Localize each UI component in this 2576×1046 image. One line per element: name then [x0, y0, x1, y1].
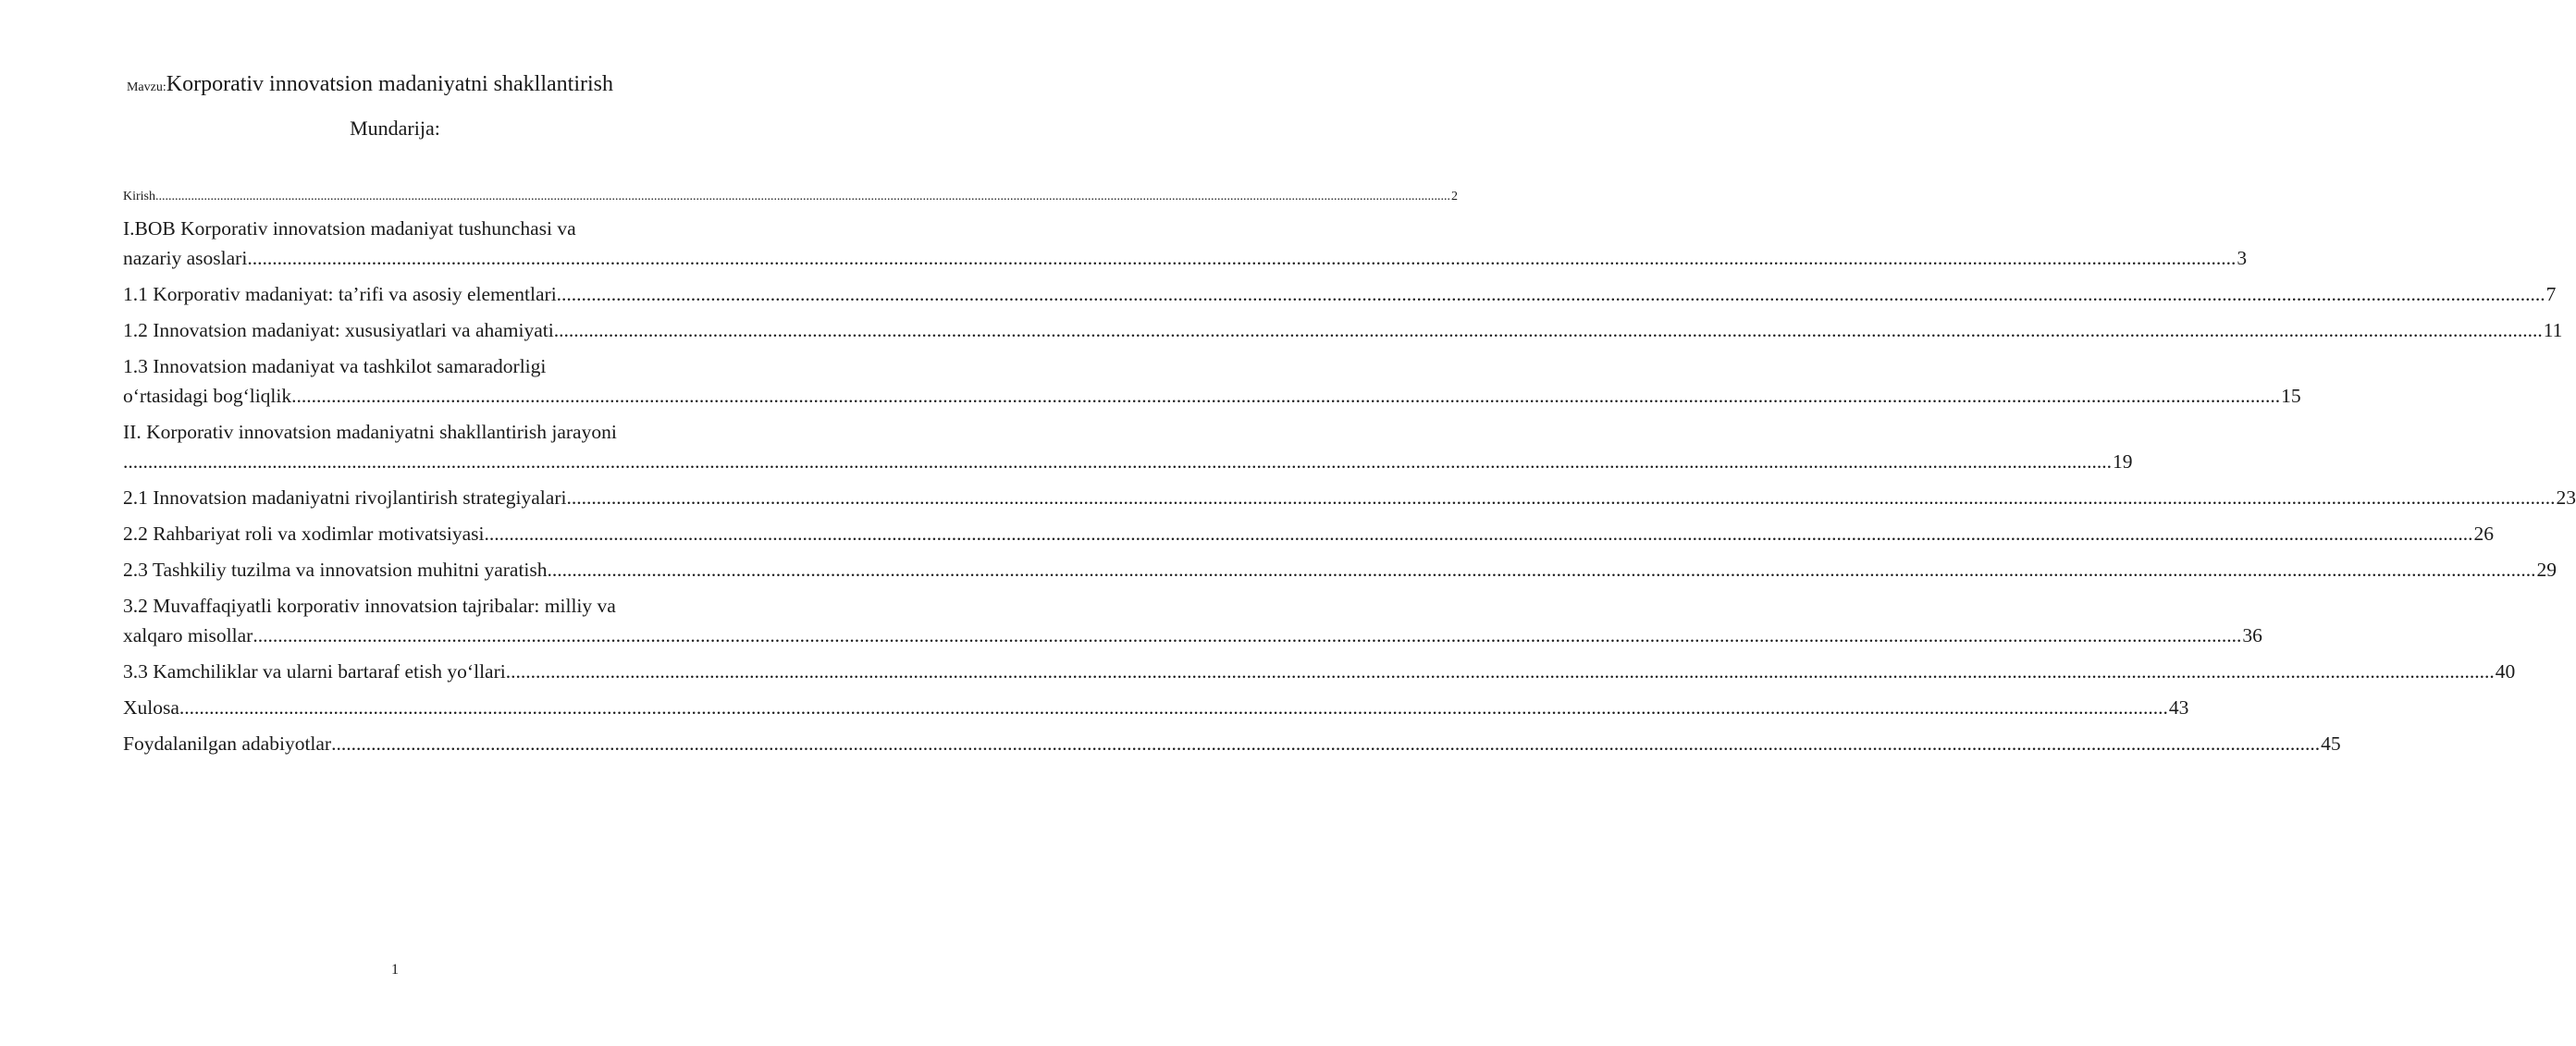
toc-entry-label: 2.1 Innovatsion madaniyatni rivojlantirish strategiyalari: [123, 486, 567, 509]
topic-text: Korporativ innovatsion madaniyatni shakllantirish: [166, 72, 613, 96]
toc-page-number: 45: [2321, 732, 2341, 755]
toc-entry-leader-line: [123, 447, 2133, 476]
toc-entry-leader-line: [123, 483, 2576, 512]
toc-entry-text-line: 3.2 Muvaffaqiyatli korporativ innovatsion tajribalar: milliy va: [123, 595, 616, 617]
page-number: 1: [391, 962, 399, 978]
dot-leader: ................................................................................................................................................................................................................................................................................................................................................................................................................: [556, 283, 2545, 305]
toc-page-number: 19: [2113, 450, 2133, 473]
toc-entry: [123, 519, 2495, 548]
toc-entry-label: 2.3 Tashkiliy tuzilma va innovatsion muhitni yaratish: [123, 559, 548, 581]
toc-page-number: 15: [2281, 385, 2301, 407]
toc-entry: [123, 214, 2248, 273]
dot-leader: ................................................................................................................................................................................................................................................................................................................................................................................................................: [253, 624, 2242, 646]
toc-entry-leader-line: [123, 621, 2262, 650]
toc-entry: [123, 417, 2133, 476]
toc-heading: Mundarija:: [350, 117, 440, 140]
topic-title: [0, 72, 740, 97]
table-of-contents: [123, 188, 2576, 765]
toc-entry-leader-line: [123, 279, 2557, 309]
toc-entry: [123, 729, 2341, 758]
toc-entry-label: nazariy asoslari: [123, 247, 248, 269]
toc-page-number: 43: [2168, 696, 2189, 719]
dot-leader: ................................................................................................................................................................................................................................................................................................................................................................................................................: [179, 696, 2168, 719]
toc-entry-leader-line: [123, 381, 2301, 411]
toc-entry-label: Kirish: [123, 190, 155, 203]
toc-page-number: 40: [2495, 660, 2516, 683]
toc-entry: [123, 555, 2558, 585]
toc-entry: [123, 279, 2557, 309]
toc-entry-label: 3.3 Kamchiliklar va ularni bartaraf etish yo‘llari: [123, 660, 506, 683]
dot-leader: ................................................................................................................................................................................................................................................................................................................................................................................................................: [505, 660, 2495, 683]
toc-entry: [123, 315, 2563, 345]
dot-leader: ................................................................................................................................................................................................................................................................................................................................................................................................................: [566, 486, 2556, 509]
toc-entry: [123, 693, 2189, 722]
toc-entry-leader-line: [123, 315, 2563, 345]
toc-page-number: 3: [2237, 247, 2248, 269]
toc-entry-label: 1.2 Innovatsion madaniyat: xususiyatlari va ahamiyati: [123, 319, 554, 341]
toc-page-number: 36: [2242, 624, 2262, 646]
toc-entry-leader-line: [123, 657, 2516, 686]
toc-entry-leader-line: [123, 729, 2341, 758]
toc-page-number: 7: [2545, 283, 2557, 305]
dot-leader: ................................................................................................................................................................................................................................................................................................................................................................................................................: [291, 385, 2281, 407]
toc-page-number: 29: [2536, 559, 2558, 581]
toc-entry-label: o‘rtasidagi bog‘liqlik: [123, 385, 292, 407]
toc-entry-text-line: II. Korporativ innovatsion madaniyatni shakllantirish jarayoni: [123, 421, 617, 443]
toc-entry-leader-line: [123, 693, 2189, 722]
toc-entry-label: Xulosa: [123, 696, 179, 719]
toc-page-number: 11: [2543, 319, 2563, 341]
dot-leader: ................................................................................................................................................................................................................................................................................................................................................................................................................: [331, 732, 2321, 755]
toc-entry-label: xalqaro misollar: [123, 624, 253, 646]
toc-entry: [123, 657, 2516, 686]
toc-entry-text-line: I.BOB Korporativ innovatsion madaniyat tushunchasi va: [123, 217, 576, 240]
toc-entry-label: 1.1 Korporativ madaniyat: ta’rifi va asosiy elementlari: [123, 283, 557, 305]
mavzu-label: Mavzu:: [126, 80, 166, 94]
toc-entry-leader-line: [123, 555, 2558, 585]
toc-entry-label: 2.2 Rahbariyat roli va xodimlar motivatsiyasi: [123, 523, 485, 545]
toc-entry-label: Foydalanilgan adabiyotlar: [123, 732, 332, 755]
toc-page-number: 23: [2556, 486, 2576, 509]
toc-entry: [123, 351, 2301, 411]
toc-page-number: 26: [2473, 523, 2495, 545]
toc-entry-text-line: 1.3 Innovatsion madaniyat va tashkilot samaradorligi: [123, 355, 547, 377]
toc-entry: [123, 483, 2576, 512]
dot-leader: ................................................................................................................................................................................................................................................................................................................................................................................................................: [547, 559, 2536, 581]
toc-entry: [123, 188, 1458, 206]
toc-entry-leader-line: [123, 519, 2495, 548]
dot-leader: ................................................................................................................................................................................................................................................................................................................................................................................................................: [155, 190, 1450, 203]
dot-leader: ................................................................................................................................................................................................................................................................................................................................................................................................................: [484, 523, 2473, 545]
toc-entry-leader-line: [123, 243, 2248, 273]
toc-page-number: 2: [1451, 190, 1458, 203]
dot-leader: ................................................................................................................................................................................................................................................................................................................................................................................................................: [553, 319, 2543, 341]
toc-entry-leader-line: [123, 188, 1458, 206]
toc-entry: [123, 591, 2262, 650]
dot-leader: ................................................................................................................................................................................................................................................................................................................................................................................................................: [247, 247, 2237, 269]
dot-leader: ................................................................................................................................................................................................................................................................................................................................................................................................................: [123, 450, 2112, 473]
